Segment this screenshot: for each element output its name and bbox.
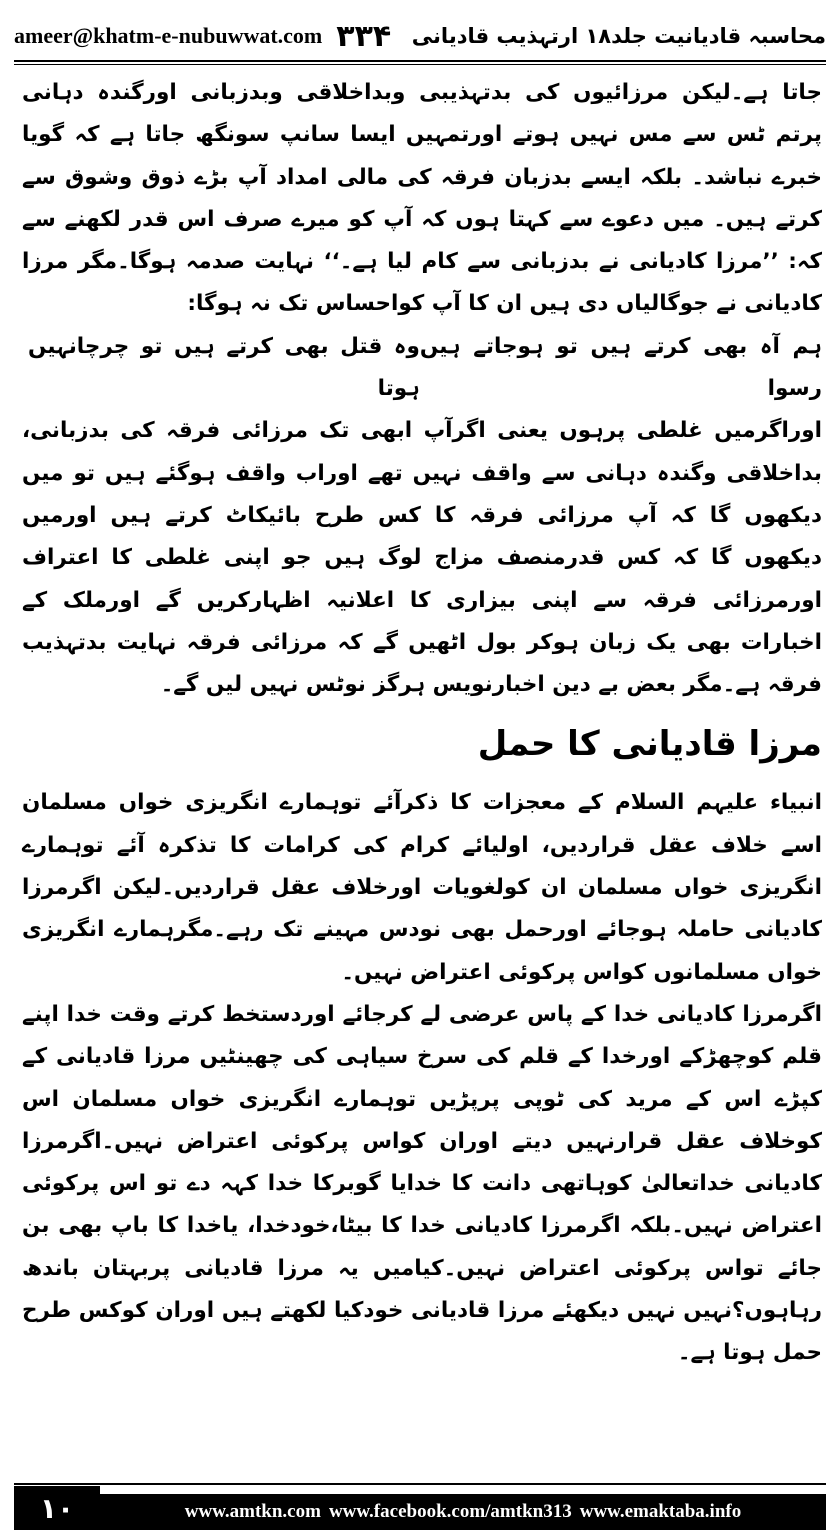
paragraph-3: انبیاء علیہم السلام کے معجزات کا ذکرآئے توہمارے انگریزی خواں مسلمان اسے خلاف عقل قراردیں، اولیائے کرام کی کرامات کا تذکرہ آئے توہمارے انگریزی خواں مسلمان ان کولغویات اورخلاف عقل قراردیں۔لیکن اگرمرزا کادیانی حاملہ ہوجائے اورحمل بھی نودس مہینے تک رہے۔مگرہمارے انگریزی خواں مسلمانوں کواس پرکوئی اعتراض نہیں۔ [22, 790, 822, 985]
header-book-title: محاسبہ قادیانیت جلد۱۸ ارتہذیب قادیانی [411, 24, 826, 48]
footer-link-emaktaba[interactable]: www.emaktaba.info [579, 1501, 742, 1522]
paragraph-2: اوراگرمیں غلطی پرہوں یعنی اگرآپ ابھی تک مرزائی فرقہ کی بدزبانی، بداخلاقی وگندہ دہانی سے واقف نہیں تھے اوراب واقف ہوگئے ہیں تو میں دیکھوں گا کہ آپ مرزائی فرقہ کا کس طرح بائیکاٹ کرتے ہیں اورمیں دیکھوں گا کہ کس قدرمنصف مزاج لوگ ہیں جو اپنی غلطی کا اعتراف اورمرزائی فرقہ سے اپنی بیزاری کا اعلانیہ اظہارکریں گے اورملک کے اخبارات بھی یک زبان ہوکر بول اٹھیں گے کہ مرزائی فرقہ نہایت بدتہذیب فرقہ ہے۔مگر بعض بے دین اخبارنویس ہرگز نوٹس نہیں لیں گے۔ [22, 418, 822, 698]
footer-link-amtkn[interactable]: www.amtkn.com [184, 1501, 321, 1522]
footer-links-bar [100, 1494, 826, 1530]
couplet-line-right: ہم آہ بھی کرتے ہیں تو ہوجاتے ہیں رسوا [419, 333, 822, 402]
footer-link-facebook[interactable]: www.facebook.com/amtkn313 [328, 1501, 572, 1522]
header-page-number: ۳۳۴ [336, 18, 392, 54]
header-divider [14, 60, 826, 65]
couplet-line-left: وہ قتل بھی کرتے ہیں تو چرچانہیں ہوتا [28, 333, 420, 402]
poetry-couplet [22, 326, 822, 411]
page-body [22, 72, 822, 1375]
paragraph-1: جاتا ہے۔لیکن مرزائیوں کی بدتہذیبی وبداخلاقی وبدزبانی اورگندہ دہانی پرتم ٹس سے مس نہیں ہوتے اورتمہیں ایسا سانپ سونگھ جاتا ہے کہ گویا خبرے نباشد۔ بلکہ ایسے بدزبان فرقہ کی مالی امداد آپ بڑے ذوق وشوق سے کرتے ہیں۔ میں دعوے سے کہتا ہوں کہ آپ کو میرے صرف اس قدر لکھنے سے کہ: ’’مرزا کادیانی نے بدزبانی سے کام لیا ہے۔‘‘ نہایت صدمہ ہوگا۔مگر مرزا کادیانی نے جوگالیاں دی ہیں ان کا آپ کواحساس تک نہ ہوگا: [22, 80, 822, 317]
header-left [14, 19, 391, 54]
footer-page-index: ۱۰ [14, 1486, 100, 1530]
header-email[interactable]: ameer@khatm-e-nubuwwat.com [14, 23, 323, 48]
footer-divider [14, 1483, 826, 1485]
page-header [14, 14, 826, 58]
paragraph-4: اگرمرزا کادیانی خدا کے پاس عرضی لے کرجائے اوردستخط کرتے وقت خدا اپنے قلم کوچھڑکے اورخدا کے قلم کی سرخ سیاہی کی چھینٹیں مرزا قادیانی کے کپڑے اس کے مرید کی ٹوپی پرپڑیں توہمارے انگریزی خواں مسلمان اس کوخلاف عقل قرارنہیں دیتے اوران کواس پرکوئی اعتراض نہیں۔اگرمرزا کادیانی خداتعالیٰ کوہاتھی دانت کا خدایا گوبرکا خدا کہہ دے تو اس پرکوئی اعتراض نہیں۔بلکہ اگرمرزا کادیانی خدا کا بیٹا،خودخدا، یاخدا کا باپ بھی بن جائے تواس پرکوئی اعتراض نہیں۔کیامیں یہ مرزا قادیانی پربہتان باندھ رہاہوں؟نہیں نہیں دیکھئے مرزا قادیانی خودکیا لکھتے ہیں اوران کوکس طرح حمل ہوتا ہے۔ [22, 1001, 822, 1366]
section-heading: مرزا قادیانی کا حمل [477, 724, 822, 765]
